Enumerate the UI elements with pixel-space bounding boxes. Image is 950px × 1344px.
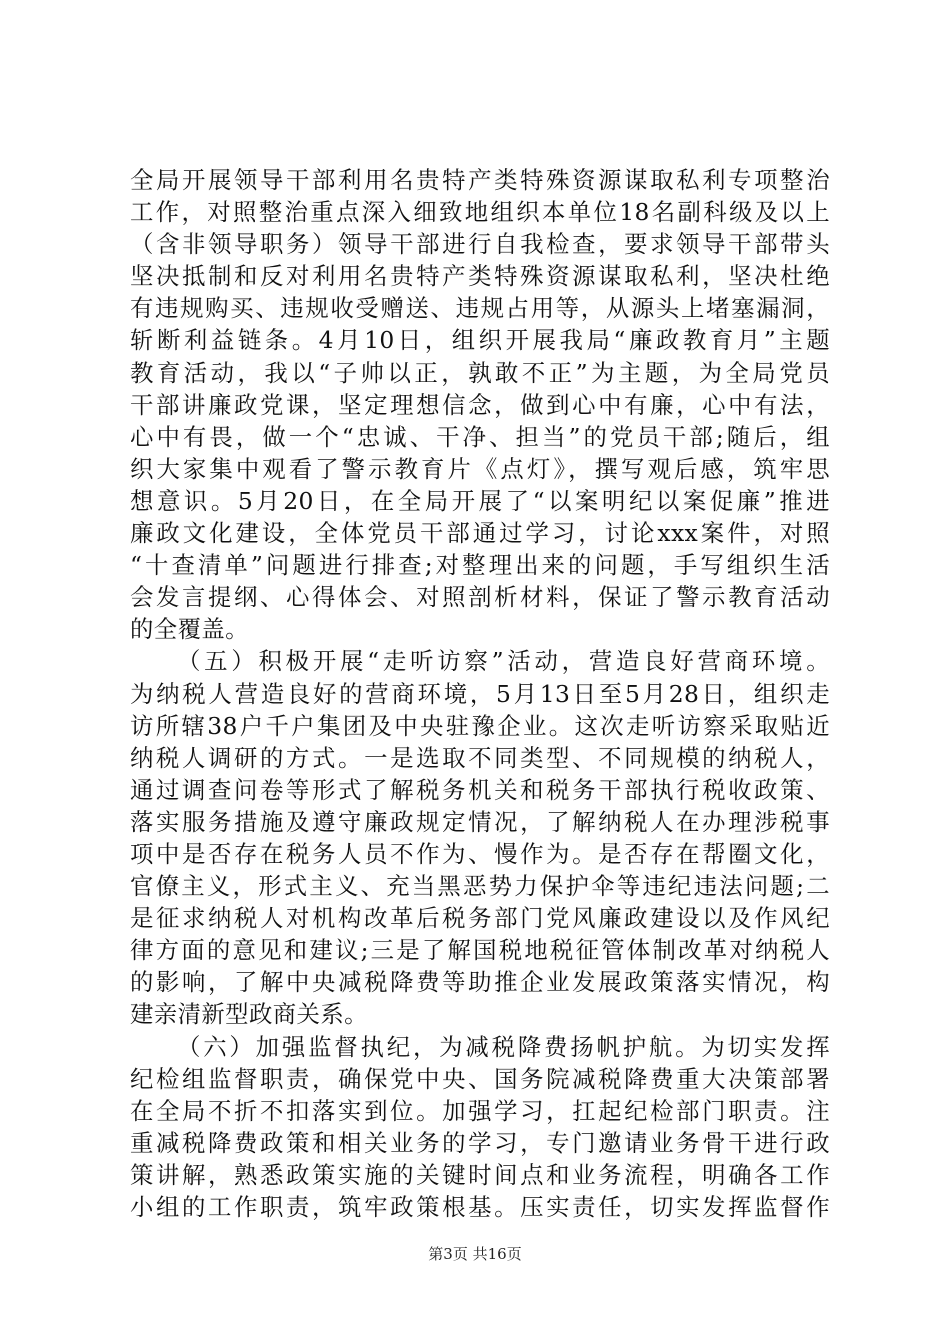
text-line: 通过调查问卷等形式了解税务机关和税务干部执行税收政策、 xyxy=(130,775,830,804)
text-line: 工作，对照整治重点深入细致地组织本单位18名副科级及以上 xyxy=(130,198,830,227)
section-heading-line: （六）加强监督执纪，为减税降费扬帆护航。为切实发挥 xyxy=(177,1032,830,1061)
page-number-footer: 第3页 共16页 xyxy=(428,1245,522,1263)
text-line: 坚决抵制和反对利用名贵特产类特殊资源谋取私利，坚决杜绝 xyxy=(130,262,830,291)
text-line: 心中有畏，做一个“忠诚、干净、担当”的党员干部;随后，组 xyxy=(130,422,830,451)
text-line: 是征求纳税人对机构改革后税务部门党风廉政建设以及作风纪 xyxy=(130,904,830,933)
text-line: 想意识。5月20日，在全局开展了“以案明纪以案促廉”推进 xyxy=(130,486,830,515)
text-line: 律方面的意见和建议;三是了解国税地税征管体制改革对纳税人 xyxy=(130,936,830,965)
text-line: 有违规购买、违规收受赠送、违规占用等，从源头上堵塞漏洞， xyxy=(130,294,830,323)
text-line: 会发言提纲、心得体会、对照剖析材料，保证了警示教育活动 xyxy=(130,583,830,612)
text-line: 官僚主义，形式主义、充当黑恶势力保护伞等违纪违法问题;二 xyxy=(130,872,830,901)
text-line: 在全局不折不扣落实到位。加强学习，扛起纪检部门职责。注 xyxy=(130,1096,830,1125)
text-line: 织大家集中观看了警示教育片《点灯》，撰写观后感，筑牢思 xyxy=(130,454,830,483)
text-line: 全局开展领导干部利用名贵特产类特殊资源谋取私利专项整治 xyxy=(130,166,830,194)
text-line: 干部讲廉政党课，坚定理想信念，做到心中有廉，心中有法， xyxy=(130,390,830,419)
text-line: 落实服务措施及遵守廉政规定情况，了解纳税人在办理涉税事 xyxy=(130,807,830,836)
text-line: 为纳税人营造良好的营商环境，5月13日至5月28日，组织走 xyxy=(130,679,830,708)
text-line: 重减税降费政策和相关业务的学习，专门邀请业务骨干进行政 xyxy=(130,1128,830,1157)
text-line: 的影响，了解中央减税降费等助推企业发展政策落实情况，构 xyxy=(130,968,830,997)
text-line: 纪检组监督职责，确保党中央、国务院减税降费重大决策部署 xyxy=(130,1064,830,1093)
section-heading-line: （五）积极开展“走听访察”活动，营造良好营商环境。 xyxy=(177,647,830,676)
text-line: 小组的工作职责，筑牢政策根基。压实责任，切实发挥监督作 xyxy=(130,1193,830,1221)
text-line: 纳税人调研的方式。一是选取不同类型、不同规模的纳税人， xyxy=(130,743,830,772)
text-line: 教育活动，我以“子帅以正，孰敢不正”为主题，为全局党员 xyxy=(130,358,830,387)
document-body xyxy=(130,164,830,1223)
text-line: 项中是否存在税务人员不作为、慢作为。是否存在帮圈文化， xyxy=(130,839,830,868)
text-line: 斩断利益链条。4月10日，组织开展我局“廉政教育月”主题 xyxy=(130,326,830,355)
text-line: 策讲解，熟悉政策实施的关键时间点和业务流程，明确各工作 xyxy=(130,1160,830,1189)
paragraph-end-line: 的全覆盖。 xyxy=(130,615,249,644)
text-line: “十查清单”问题进行排查;对整理出来的问题，手写组织生活 xyxy=(130,551,830,580)
text-line: （含非领导职务）领导干部进行自我检查，要求领导干部带头 xyxy=(130,230,830,259)
paragraph-end-line: 建亲清新型政商关系。 xyxy=(130,1000,368,1029)
text-line: 访所辖38户千户集团及中央驻豫企业。这次走听访察采取贴近 xyxy=(130,711,830,740)
text-line: 廉政文化建设，全体党员干部通过学习，讨论xxx案件，对照 xyxy=(130,519,830,548)
